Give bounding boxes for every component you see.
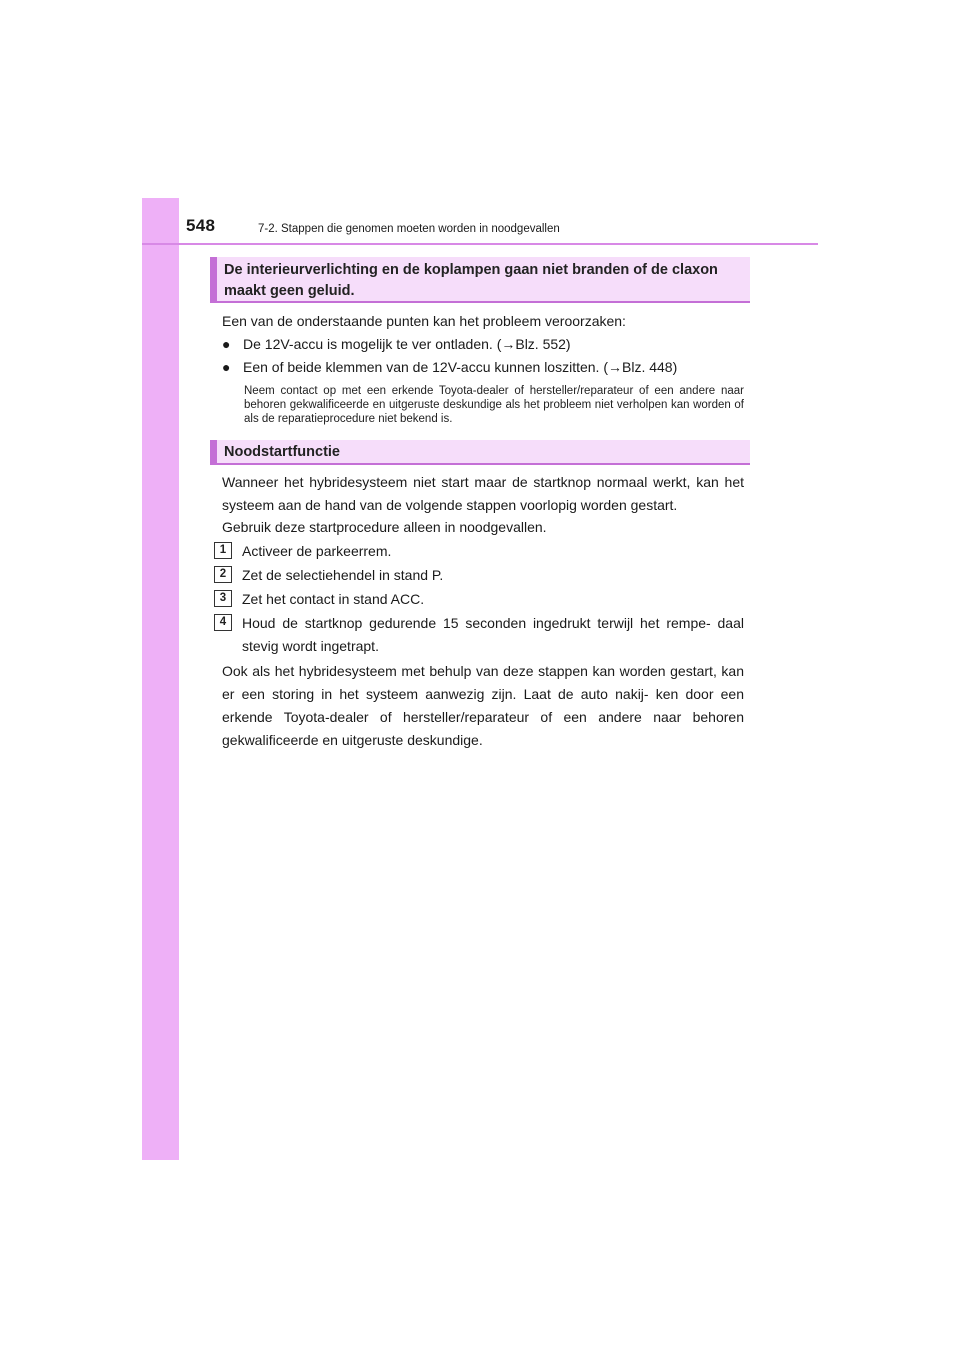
page-number: 548	[186, 216, 216, 235]
list-item-text: Een of beide klemmen van de 12V-accu kunnen loszitten. (→Blz. 448)	[243, 359, 678, 375]
section1-intro: Een van de onderstaande punten kan het probleem veroorzaken:	[222, 313, 626, 329]
bullet-icon: ●	[222, 359, 231, 375]
section-heading-emergency-start	[210, 440, 750, 465]
chapter-running-header: 7-2. Stappen die genomen moeten worden in noodgevallen	[258, 223, 560, 235]
section-heading-lights-horn	[210, 257, 750, 303]
section-title: Noodstartfunctie	[224, 444, 340, 460]
section2-closing: Ook als het hybridesysteem met behulp van deze stappen kan worden gestart, kan er een storing in het systeem aanwezig zijn. Laat de auto nakij- ken door een erkende Toyota-dealer of hersteller/reparateur of een andere naar behoren gekwalificeerde en uitgeruste deskundige.	[222, 663, 744, 748]
list-item-text: De 12V-accu is mogelijk te ver ontladen. (→Blz. 552)	[243, 336, 571, 352]
section2-intro: Wanneer het hybridesysteem niet start maar de startknop normaal werkt, kan het systeem aan de hand van de volgende stappen voorlopig worden gestart.	[222, 474, 744, 513]
section1-note: Neem contact op met een erkende Toyota-dealer of hersteller/reparateur of een andere naar behoren gekwalificeerde en uitgeruste deskundige als het probleem niet verholpen kan worden of als de reparatieprocedure niet bekend is.	[244, 385, 744, 425]
section2-usage: Gebruik deze startprocedure alleen in noodgevallen.	[222, 519, 547, 535]
step-text: Zet de selectiehendel in stand P.	[242, 567, 444, 583]
step-number-badge: 2	[214, 566, 232, 583]
step-number-badge: 1	[214, 542, 232, 559]
section-accent-bar	[210, 257, 217, 303]
step-text: Activeer de parkeerrem.	[242, 543, 392, 559]
header-rule	[142, 243, 818, 245]
step-text: Zet het contact in stand ACC.	[242, 591, 425, 607]
step-number-badge: 3	[214, 590, 232, 607]
step-text: Houd de startknop gedurende 15 seconden ingedrukt terwijl het rempe- daal stevig wordt ingetrapt.	[242, 615, 744, 654]
section-accent-bar	[210, 440, 217, 465]
section-title: De interieurverlichting en de koplampen gaan niet branden of de claxon maakt geen geluid.	[224, 262, 718, 299]
chapter-side-band	[142, 198, 179, 1160]
step-number-badge: 4	[214, 614, 232, 631]
bullet-icon: ●	[222, 336, 231, 352]
